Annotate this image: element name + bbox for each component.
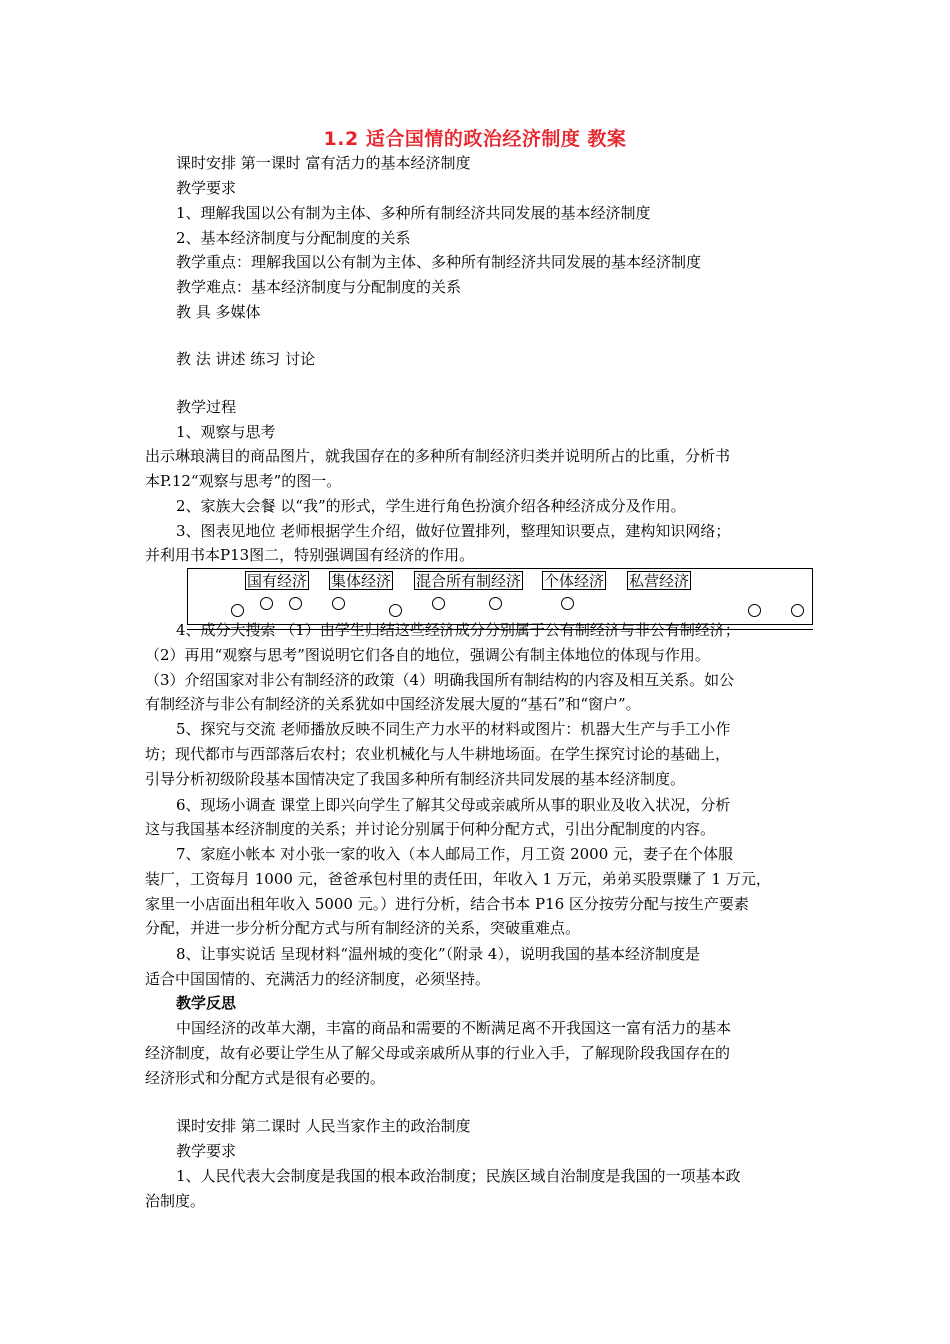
text-line: 课时安排 第二课时 人民当家作主的政治制度 [176, 1117, 471, 1135]
diagram-box: 国有经济 [247, 572, 308, 590]
text-line: 经济制度，故有必要让学生从了解父母或亲戚所从事的行业入手，了解现阶段我国存在的 [145, 1044, 731, 1062]
text-line: 这与我国基本经济制度的关系；并讨论分别属于何种分配方式，引出分配制度的内容。 [145, 820, 716, 838]
text-line: 1、人民代表大会制度是我国的根本政治制度；民族区域自治制度是我国的一项基本政 [176, 1167, 741, 1185]
text-line: 6、现场小调查 课堂上即兴向学生了解其父母或亲戚所从事的职业及收入状况，分析 [176, 796, 731, 814]
circle-marker [748, 604, 761, 617]
diagram-box: 混合所有制经济 [416, 572, 522, 590]
text-line: 有制经济与非公有制经济的关系犹如中国经济发展大厦的“基石”和“窗户”。 [145, 695, 641, 713]
circle-marker [561, 597, 574, 610]
text-line: 本P.12“观察与思考”的图一。 [145, 472, 342, 490]
text-line: 4、成分大搜索 （1）由学生归结这些经济成分分别属于公有制经济与非公有制经济； [176, 621, 740, 639]
text-line: 中国经济的改革大潮，丰富的商品和需要的不断满足离不开我国这一富有活力的基本 [176, 1019, 732, 1037]
diagram-box: 个体经济 [544, 572, 605, 590]
text-line: 教学过程 [176, 398, 237, 416]
text-line: 引导分析初级阶段基本国情决定了我国多种所有制经济共同发展的基本经济制度。 [145, 770, 686, 788]
economy-diagram [187, 568, 813, 625]
circle-marker [260, 597, 273, 610]
text-line: 适合中国国情的、充满活力的经济制度，必须坚持。 [145, 970, 491, 988]
section-heading: 教学反思 [176, 994, 237, 1012]
text-line: 装厂，工资每月 1000 元，爸爸承包村里的责任田，年收入 1 万元，弟弟买股票赚了 1 万元， [145, 870, 771, 888]
diagram-box: 私营经济 [629, 572, 690, 590]
text-line: 并利用书本P13图二，特别强调国有经济的作用。 [145, 546, 475, 564]
text-line: 经济形式和分配方式是很有必要的。 [145, 1069, 386, 1087]
text-line: 家里一小店面出租年收入 5000 元。）进行分析，结合书本 P16 区分按劳分配与按生产要素 [145, 895, 749, 913]
text-line: 教学重点：理解我国以公有制为主体、多种所有制经济共同发展的基本经济制度 [176, 253, 702, 271]
text-line: （3）介绍国家对非公有制经济的政策（4）明确我国所有制结构的内容及相互关系。如公 [145, 671, 735, 689]
text-line: 出示琳琅满目的商品图片，就我国存在的多种所有制经济归类并说明所占的比重，分析书 [145, 447, 731, 465]
text-line: 教学难点：基本经济制度与分配制度的关系 [176, 278, 462, 296]
text-line: 1、观察与思考 [176, 423, 276, 441]
divider-line [187, 629, 813, 630]
text-line: 3、图表见地位 老师根据学生介绍，做好位置排列，整理知识要点，建构知识网络； [176, 522, 731, 540]
text-line: 教学要求 [176, 1142, 237, 1160]
circle-marker [231, 604, 244, 617]
text-line: 2、家族大会餐 以“我”的形式，学生进行角色扮演介绍各种经济成分及作用。 [176, 497, 686, 515]
text-line: 坊；现代都市与西部落后农村；农业机械化与人牛耕地场面。在学生探究讨论的基础上， [145, 745, 731, 763]
diagram-box: 集体经济 [331, 572, 392, 590]
text-line: 课时安排 第一课时 富有活力的基本经济制度 [176, 154, 471, 172]
text-line: 5、探究与交流 老师播放反映不同生产力水平的材料或图片：机器大生产与手工小作 [176, 720, 731, 738]
circle-marker [332, 597, 345, 610]
text-line: 分配，并进一步分析分配方式与所有制经济的关系，突破重难点。 [145, 919, 581, 937]
text-line: 教 具 多媒体 [176, 303, 261, 321]
text-line: （2）再用“观察与思考”图说明它们各自的地位，强调公有制主体地位的体现与作用。 [145, 646, 710, 664]
circle-marker [791, 604, 804, 617]
circle-marker [289, 597, 302, 610]
circle-marker [432, 597, 445, 610]
document-title: 1.2 适合国情的政治经济制度 教案 [323, 128, 627, 150]
text-line: 教学要求 [176, 179, 237, 197]
text-line: 1、理解我国以公有制为主体、多种所有制经济共同发展的基本经济制度 [176, 204, 651, 222]
text-line: 教 法 讲述 练习 讨论 [176, 350, 316, 368]
text-line: 治制度。 [145, 1192, 206, 1210]
circle-marker [489, 597, 502, 610]
text-line: 2、基本经济制度与分配制度的关系 [176, 229, 411, 247]
circle-marker [389, 604, 402, 617]
text-line: 7、家庭小帐本 对小张一家的收入（本人邮局工作，月工资 2000 元，妻子在个体服 [176, 845, 734, 863]
text-line: 8、让事实说话 呈现材料“温州城的变化”（附录 4），说明我国的基本经济制度是 [176, 945, 700, 963]
